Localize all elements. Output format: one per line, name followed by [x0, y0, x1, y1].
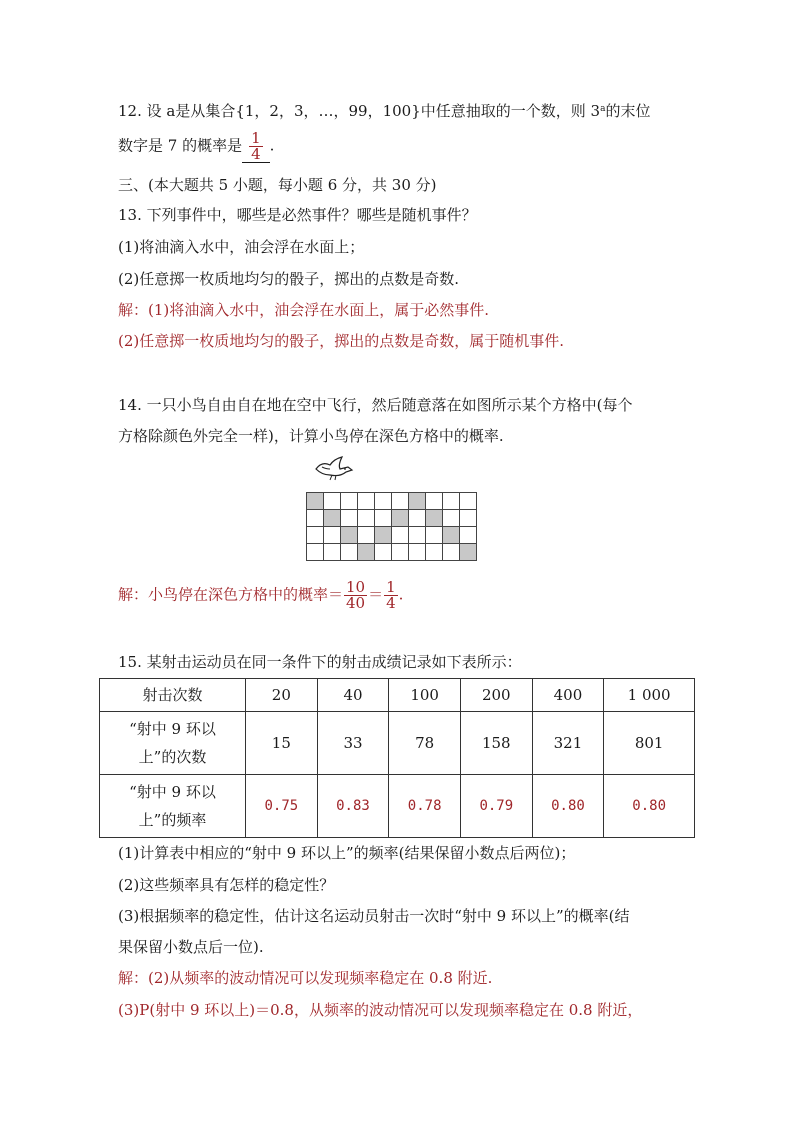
grid-cell	[375, 510, 392, 527]
grid-cell	[324, 527, 341, 544]
table-cell: 100	[389, 679, 461, 712]
grid-cell	[409, 544, 426, 561]
table-cell: 78	[389, 712, 461, 775]
grid-row	[307, 544, 477, 561]
grid-cell	[324, 493, 341, 510]
grid-row	[307, 510, 477, 527]
table-cell-answer: 0.78	[389, 775, 461, 838]
grid-cell-dark	[392, 510, 409, 527]
table-cell: 40	[317, 679, 389, 712]
table-cell: 200	[460, 679, 532, 712]
q15-answer-3: (3)P(射中 9 环以上)＝0.8，从频率的波动情况可以发现频率稳定在 0.8 附近，	[118, 1001, 643, 1019]
q13-answer-1: 解：(1)将油滴入水中，油会浮在水面上，属于必然事件.	[118, 301, 490, 319]
grid-cell	[307, 527, 324, 544]
table-cell-answer: 0.83	[317, 775, 389, 838]
table-cell: 20	[246, 679, 318, 712]
q15-item-3b: 果保留小数点后一位).	[118, 938, 264, 956]
grid-cell	[426, 493, 443, 510]
q12-answer-fraction: $\frac{1}{4}$	[251, 129, 261, 163]
grid-cell	[324, 544, 341, 561]
q13-stem: 13. 下列事件中，哪些是必然事件？哪些是随机事件？	[118, 206, 477, 224]
q14-line2: 方格除颜色外完全一样)，计算小鸟停在深色方格中的概率.	[118, 427, 504, 445]
table-cell-answer: 0.80	[604, 775, 695, 838]
grid-cell-dark	[443, 527, 460, 544]
grid-cell	[375, 493, 392, 510]
grid-row	[307, 527, 477, 544]
table-cell: 321	[532, 712, 604, 775]
q15-item-2: (2)这些频率具有怎样的稳定性？	[118, 876, 335, 894]
grid-cell-dark	[307, 493, 324, 510]
grid-cell	[443, 544, 460, 561]
bird-icon	[314, 455, 354, 483]
table-cell-answer: 0.75	[246, 775, 318, 838]
grid-cell	[426, 527, 443, 544]
table-cell: 15	[246, 712, 318, 775]
q14-fraction-1-4: $\frac{1}{4}$	[386, 578, 396, 612]
grid-cell	[307, 510, 324, 527]
square-grid	[306, 492, 477, 561]
q14-line1: 14. 一只小鸟自由自在地在空中飞行，然后随意落在如图所示某个方格中(每个	[118, 396, 633, 414]
table-cell-answer: 0.79	[460, 775, 532, 838]
grid-cell-dark	[375, 527, 392, 544]
q14-fraction-10-40: $\frac{10}{40}$	[346, 578, 366, 612]
grid-cell-dark	[358, 544, 375, 561]
q12-answer-blank	[242, 131, 270, 163]
q13-answer-2: (2)任意掷一枚质地均匀的骰子，掷出的点数是奇数，属于随机事件.	[118, 332, 565, 350]
grid-cell-dark	[409, 493, 426, 510]
q12-exponent: a	[600, 104, 606, 114]
grid-cell-dark	[341, 527, 358, 544]
table-cell: 158	[460, 712, 532, 775]
table-cell: 33	[317, 712, 389, 775]
table-row	[100, 679, 695, 712]
grid-cell	[358, 493, 375, 510]
q15-answer-2: 解：(2)从频率的波动情况可以发现频率稳定在 0.8 附近.	[118, 969, 493, 987]
grid-cell	[460, 510, 477, 527]
grid-cell	[307, 544, 324, 561]
table-cell: 400	[532, 679, 604, 712]
grid-cell	[409, 510, 426, 527]
grid-cell	[358, 527, 375, 544]
table-header-cell: “射中 9 环以 上”的频率	[100, 775, 246, 838]
table-header-cell: “射中 9 环以 上”的次数	[100, 712, 246, 775]
table-cell: 1 000	[604, 679, 695, 712]
grid-cell	[426, 544, 443, 561]
grid-cell	[443, 493, 460, 510]
grid-cell	[358, 510, 375, 527]
table-header-cell: 射击次数	[100, 679, 246, 712]
grid-cell	[392, 527, 409, 544]
grid-cell	[409, 527, 426, 544]
q13-item-2: (2)任意掷一枚质地均匀的骰子，掷出的点数是奇数.	[118, 270, 460, 288]
grid-cell	[341, 544, 358, 561]
grid-cell-dark	[426, 510, 443, 527]
table-row	[100, 775, 695, 838]
grid-cell	[392, 493, 409, 510]
q15-stem: 15. 某射击运动员在同一条件下的射击成绩记录如下表所示：	[118, 653, 522, 671]
q12-line2: 数字是 7 的概率是 $\frac{1}{4}$ .	[118, 129, 275, 163]
q14-answer: 解：小鸟停在深色方格中的概率＝ $\frac{10}{40}$ ＝ $\frac{1}{4}$ .	[118, 578, 404, 612]
grid-cell-dark	[324, 510, 341, 527]
grid-cell-dark	[460, 544, 477, 561]
table-cell-answer: 0.80	[532, 775, 604, 838]
shooting-record-table	[99, 678, 695, 838]
grid-cell	[392, 544, 409, 561]
q12-line1: 12. 设 a是从集合{1，2，3，…，99，100}中任意抽取的一个数，则 3$^a$的末位	[118, 102, 651, 120]
grid-cell	[341, 493, 358, 510]
grid-cell	[341, 510, 358, 527]
q13-item-1: (1)将油滴入水中，油会浮在水面上；	[118, 238, 365, 256]
section-3-heading: 三、(本大题共 5 小题，每小题 6 分，共 30 分)	[118, 176, 437, 194]
grid-cell	[460, 527, 477, 544]
grid-cell	[460, 493, 477, 510]
table-cell: 801	[604, 712, 695, 775]
grid-cell	[443, 510, 460, 527]
grid-row	[307, 493, 477, 510]
q15-item-3a: (3)根据频率的稳定性，估计这名运动员射击一次时“射中 9 环以上”的概率(结	[118, 907, 630, 925]
table-row	[100, 712, 695, 775]
q15-item-1: (1)计算表中相应的“射中 9 环以上”的频率(结果保留小数点后两位)；	[118, 844, 576, 862]
grid-cell	[375, 544, 392, 561]
